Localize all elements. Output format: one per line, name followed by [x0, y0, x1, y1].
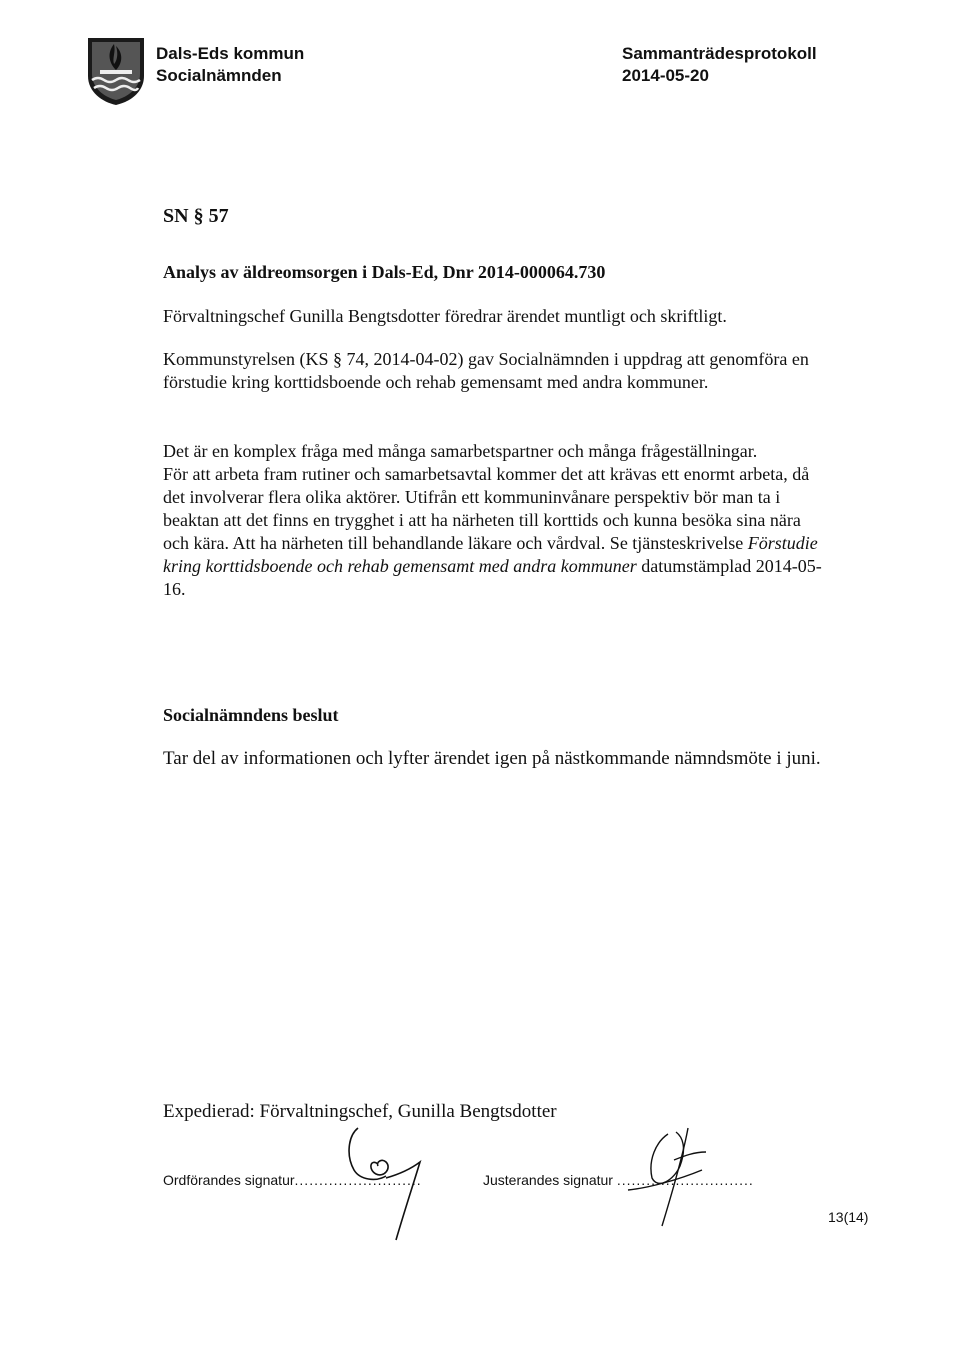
paragraph-analysis-main: För att arbeta fram rutiner och samarbetsavtal kommer det att krävas ett enormt arbeta, då det involverar flera olika aktörer. Utifrån ett kommuninvånare perspektiv bör man ta i beaktan att det finns en trygghet i att ha närheten till korttids och kunna besöka sina nära och kära. Att ha närheten till behandlande läkare och vårdval. Se tjänsteskrivelse [163, 464, 810, 553]
document-type: Sammanträdesprotokoll [622, 44, 817, 63]
expedierad-line: Expedierad: Förvaltningschef, Gunilla Bengtsdotter [163, 1101, 557, 1122]
paragraph-analysis-tail: datumstämplad 2014-05-16. [163, 556, 822, 599]
case-title: Analys av äldreomsorgen i Dals-Ed, Dnr 2014-000064.730 [163, 262, 606, 282]
paragraph-analysis-lead: Det är en komplex fråga med många samarbetspartner och många frågeställningar. [163, 441, 758, 461]
paragraph-presentation: Förvaltningschef Gunilla Bengtsdotter föredrar ärendet muntligt och skriftligt. [163, 306, 727, 326]
meeting-date: 2014-05-20 [622, 66, 709, 85]
chair-handwritten-initials [340, 1122, 430, 1242]
section-number: SN § 57 [163, 205, 229, 227]
adjuster-handwritten-initials [618, 1120, 718, 1230]
committee-name: Socialnämnden [156, 66, 282, 85]
chair-signature-line: .......................... [294, 1172, 422, 1188]
chair-signature-label: Ordförandes signatur [163, 1172, 295, 1188]
protocol-block [622, 43, 817, 87]
referenced-report-title: Förstudie kring korttidsboende och rehab gemensamt med andra kommuner [163, 533, 818, 576]
page-number: 13(14) [828, 1209, 869, 1225]
municipality-name: Dals-Eds kommun [156, 44, 305, 63]
coat-of-arms-icon [86, 36, 146, 106]
paragraph-analysis [163, 440, 823, 601]
decision-heading: Socialnämndens beslut [163, 705, 339, 725]
decision-text: Tar del av informationen och lyfter ärendet igen på nästkommande nämndsmöte i juni. [163, 748, 821, 769]
paragraph-background: Kommunstyrelsen (KS § 74, 2014-04-02) gav Socialnämnden i uppdrag att genomföra en förstudie kring korttidsboende och rehab gemensamt med andra kommuner. [163, 349, 809, 392]
document-header [86, 36, 886, 96]
adjuster-signature-label: Justerandes signatur [483, 1172, 613, 1188]
adjuster-signature-line: ............................ [616, 1172, 754, 1188]
organization-block [156, 43, 304, 87]
